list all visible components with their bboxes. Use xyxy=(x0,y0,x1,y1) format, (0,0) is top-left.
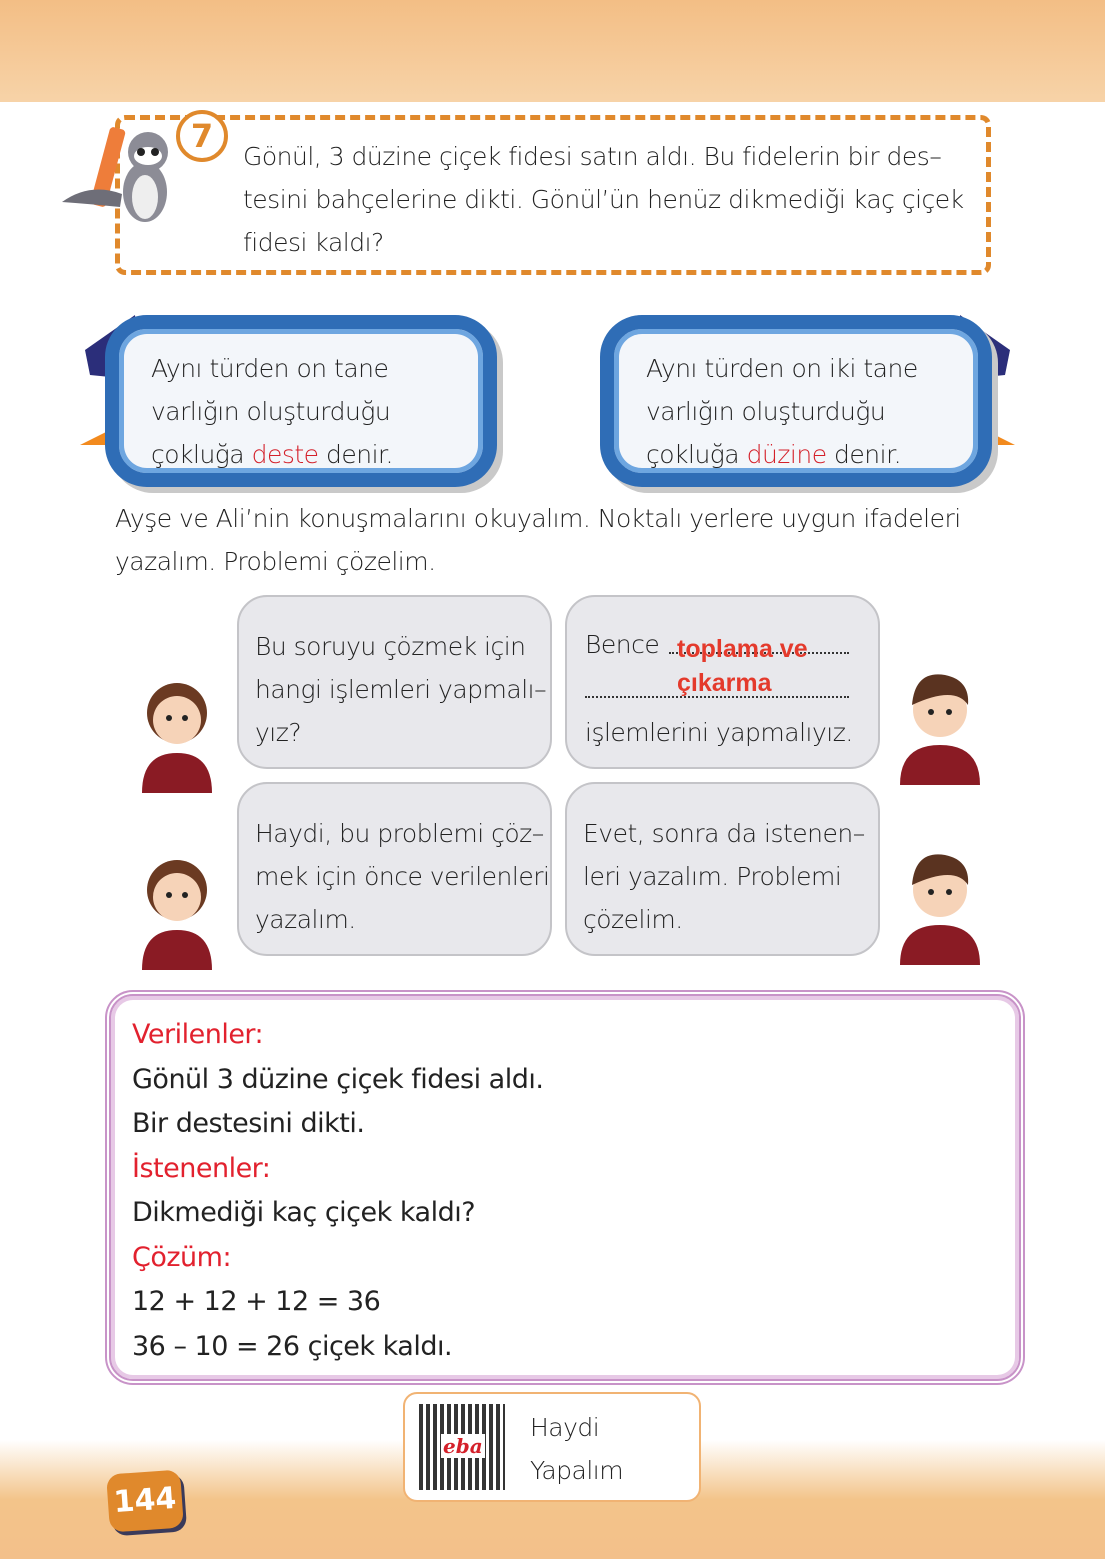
answer-fill-1[interactable]: toplama ve xyxy=(677,635,808,663)
speech-bubble-ali-2 xyxy=(565,782,880,956)
bubble-line: Bu soruyu çözmek için xyxy=(255,632,526,661)
bubble-line: Bence xyxy=(585,630,660,659)
qr-label: Haydi xyxy=(530,1413,600,1442)
bubble-line: Evet, sonra da istenen– xyxy=(583,819,865,848)
page-number: 144 xyxy=(106,1469,184,1532)
speech-bubble-ayse-2 xyxy=(237,782,552,956)
haydi-yapalim-qr-card[interactable] xyxy=(403,1392,701,1502)
instruction-text xyxy=(115,497,1015,583)
bubble-line: çözelim. xyxy=(583,905,683,934)
ayse-avatar xyxy=(137,668,217,793)
solution-content xyxy=(132,1013,543,1369)
text: çokluğa xyxy=(151,440,252,469)
answer-fill-2[interactable]: çıkarma xyxy=(677,669,772,697)
given-line: Bir destesini dikti. xyxy=(132,1108,365,1139)
problem-line: Gönül, 3 düzine çiçek fidesi satın aldı. Bu fidelerin bir des– xyxy=(243,142,942,171)
header-band xyxy=(0,0,1105,102)
bubble-line: leri yazalım. Problemi xyxy=(583,862,842,891)
instruction-line: yazalım. Problemi çözelim. xyxy=(115,547,436,576)
eba-logo: eba xyxy=(443,1434,483,1458)
text: denir. xyxy=(826,440,902,469)
given-label: Verilenler: xyxy=(132,1019,264,1050)
definition-line xyxy=(646,433,918,476)
solution-step: 36 – 10 = 26 çiçek kaldı. xyxy=(132,1330,453,1362)
asked-line: Dikmediği kaç çiçek kaldı? xyxy=(132,1197,476,1228)
speech-bubble-ayse-1 xyxy=(237,595,552,769)
bubble-line: işlemlerini yapmalıyız. xyxy=(585,718,853,747)
solution-label: Çözüm: xyxy=(132,1241,232,1273)
ali-avatar xyxy=(900,840,980,965)
definition-line: Aynı türden on iki tane xyxy=(646,354,918,383)
text: çokluğa xyxy=(646,440,747,469)
term-duzine: düzine xyxy=(746,440,827,469)
term-deste: deste xyxy=(251,440,319,469)
raccoon-pencil-illustration xyxy=(60,112,180,227)
bubble-line: yazalım. xyxy=(255,905,356,934)
problem-line: fidesi kaldı? xyxy=(243,228,384,257)
qr-label: Yapalım xyxy=(530,1456,624,1485)
bubble-line: Haydi, bu problemi çöz– xyxy=(255,819,544,848)
definition-line: varlığın oluşturduğu xyxy=(646,397,886,426)
definition-line: varlığın oluşturduğu xyxy=(151,397,391,426)
instruction-line: Ayşe ve Ali’nin konuşmalarını okuyalım. Noktalı yerlere uygun ifadeleri xyxy=(115,504,961,533)
problem-line: tesini bahçelerine dikti. Gönül’ün henüz dikmediği kaç çiçek xyxy=(243,185,964,214)
definition-line xyxy=(151,433,393,476)
asked-label: İstenenler: xyxy=(132,1152,271,1184)
bubble-line: mek için önce verilenleri xyxy=(255,862,550,891)
problem-number-badge: 7 xyxy=(176,110,228,162)
ayse-avatar xyxy=(137,845,217,970)
bubble-line: hangi işlemleri yapmalı– xyxy=(255,675,547,704)
solution-step: 12 + 12 + 12 = 36 xyxy=(132,1286,381,1317)
given-line: Gönül 3 düzine çiçek fidesi aldı. xyxy=(132,1063,544,1095)
ali-avatar xyxy=(900,660,980,785)
definition-line: Aynı türden on tane xyxy=(151,354,389,383)
problem-text xyxy=(243,135,973,264)
bubble-line: yız? xyxy=(255,718,302,747)
text: denir. xyxy=(318,440,393,469)
definition-card-duzine xyxy=(600,315,992,487)
definition-card-deste xyxy=(105,315,497,487)
speech-bubble-ali-1 xyxy=(565,595,880,769)
